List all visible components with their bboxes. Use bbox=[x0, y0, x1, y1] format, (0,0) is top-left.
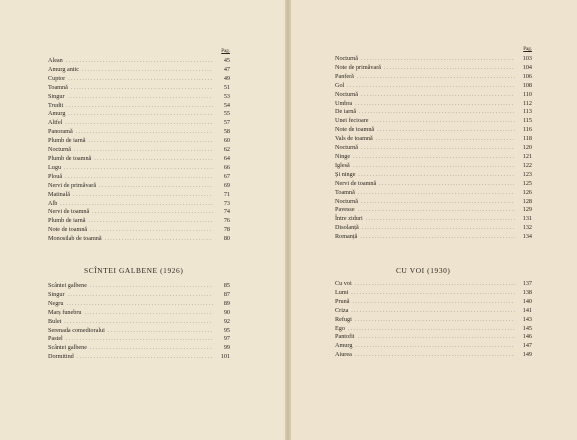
toc-entry bbox=[48, 327, 230, 336]
toc-entry-title: Disolanță bbox=[335, 224, 359, 232]
toc-entry-title: Lumi bbox=[335, 288, 349, 296]
toc-entry-page: 140 bbox=[522, 297, 532, 305]
toc-entry-page: 134 bbox=[522, 233, 532, 241]
toc-entry-title: Toamnă bbox=[335, 188, 355, 196]
toc-entry-title: Și ninge bbox=[335, 170, 356, 178]
toc-leader-dots bbox=[377, 127, 515, 136]
toc-entry bbox=[48, 75, 230, 84]
toc-entry bbox=[48, 353, 230, 362]
toc-entry bbox=[48, 200, 230, 209]
toc-entry-title: Iglesă bbox=[335, 161, 350, 169]
toc-leader-dots bbox=[379, 181, 515, 190]
toc-entry-page: 112 bbox=[522, 99, 532, 107]
toc-entry-title: Nocturnă bbox=[48, 146, 72, 154]
toc-leader-dots bbox=[90, 345, 213, 354]
toc-entry-page: 126 bbox=[522, 188, 532, 196]
toc-leader-dots bbox=[94, 156, 213, 165]
toc-entry-title: Plumb de toamnă bbox=[48, 154, 92, 162]
toc-entry bbox=[335, 233, 532, 242]
toc-entry-page: 69 bbox=[223, 181, 230, 189]
left-section-title: SCÎNTEI GALBENE (1926) bbox=[84, 266, 184, 275]
toc-entry-title: Amurg bbox=[48, 110, 66, 118]
left-toc-list bbox=[48, 57, 230, 244]
toc-entry-page: 147 bbox=[522, 342, 532, 350]
toc-entry bbox=[335, 325, 532, 334]
toc-entry-title: Ego bbox=[335, 324, 345, 332]
left-page-column-label: Pag. bbox=[221, 49, 230, 54]
toc-leader-dots bbox=[376, 136, 515, 145]
toc-entry-page: 76 bbox=[223, 217, 230, 225]
toc-leader-dots bbox=[359, 109, 515, 118]
toc-entry-title: Bulet bbox=[48, 317, 62, 325]
toc-leader-dots bbox=[82, 67, 213, 76]
toc-entry-page: 60 bbox=[223, 137, 230, 145]
toc-entry bbox=[335, 206, 532, 215]
toc-entry-title: Alean bbox=[48, 57, 63, 64]
toc-entry bbox=[48, 344, 230, 353]
toc-entry-title: Nervi de toamnă bbox=[48, 208, 90, 216]
toc-entry-page: 115 bbox=[522, 117, 532, 125]
toc-entry-title: Ninge bbox=[335, 152, 351, 160]
toc-leader-dots bbox=[108, 328, 213, 337]
toc-entry-title: Nocturnă bbox=[335, 144, 359, 152]
toc-entry bbox=[48, 335, 230, 344]
toc-entry bbox=[335, 280, 532, 289]
toc-leader-dots bbox=[372, 118, 516, 127]
toc-entry bbox=[48, 318, 230, 327]
toc-entry bbox=[335, 153, 532, 162]
toc-entry-title: Amurg antic bbox=[48, 65, 79, 73]
toc-leader-dots bbox=[105, 236, 213, 245]
toc-leader-dots bbox=[68, 76, 213, 85]
toc-leader-dots bbox=[366, 216, 515, 225]
toc-entry bbox=[335, 342, 532, 351]
toc-entry-page: 53 bbox=[223, 92, 230, 100]
toc-entry-page: 129 bbox=[522, 206, 532, 214]
toc-entry-title: Nervi de primăvară bbox=[48, 181, 97, 189]
toc-leader-dots bbox=[355, 101, 515, 110]
toc-entry-page: 92 bbox=[223, 317, 230, 325]
toc-entry-title: Nervi de toamnă bbox=[335, 179, 377, 187]
toc-leader-dots bbox=[358, 207, 515, 216]
toc-entry bbox=[335, 180, 532, 189]
toc-entry-title: Note de toamnă bbox=[335, 126, 375, 134]
toc-entry-title: Amurg bbox=[335, 342, 353, 350]
toc-leader-dots bbox=[85, 310, 213, 319]
toc-entry-title: Marș funebru bbox=[48, 308, 82, 316]
left-toc-column bbox=[48, 49, 230, 244]
toc-entry bbox=[48, 93, 230, 102]
toc-entry bbox=[335, 117, 532, 126]
toc-leader-dots bbox=[361, 199, 515, 208]
toc-entry-page: 90 bbox=[223, 308, 230, 316]
toc-entry-title: De iarnă bbox=[335, 108, 357, 116]
toc-entry-page: 110 bbox=[522, 90, 532, 98]
toc-entry bbox=[48, 137, 230, 146]
toc-entry-page: 104 bbox=[522, 63, 532, 71]
toc-entry-page: 80 bbox=[223, 235, 230, 243]
toc-entry-page: 138 bbox=[522, 288, 532, 296]
toc-leader-dots bbox=[360, 234, 515, 243]
toc-entry-title: Note de toamnă bbox=[48, 226, 88, 234]
toc-leader-dots bbox=[361, 56, 515, 65]
toc-entry-page: 125 bbox=[522, 179, 532, 187]
toc-entry-page: 58 bbox=[223, 128, 230, 136]
toc-entry-title: Între ziduri bbox=[335, 215, 363, 223]
toc-leader-dots bbox=[384, 65, 515, 74]
toc-entry bbox=[335, 289, 532, 298]
toc-entry bbox=[48, 191, 230, 200]
toc-entry-title: Monosilab de toamnă bbox=[48, 235, 102, 243]
toc-entry-title: Alb bbox=[48, 199, 58, 207]
toc-leader-dots bbox=[353, 163, 515, 172]
toc-leader-dots bbox=[77, 354, 213, 363]
toc-leader-dots bbox=[358, 334, 515, 343]
toc-entry-title: Altfel bbox=[48, 119, 63, 127]
toc-leader-dots bbox=[68, 292, 213, 301]
toc-entry bbox=[335, 333, 532, 342]
toc-leader-dots bbox=[66, 58, 213, 67]
toc-entry bbox=[335, 64, 532, 73]
toc-entry-title: Umbra bbox=[335, 99, 353, 107]
toc-leader-dots bbox=[64, 165, 213, 174]
toc-entry-page: 45 bbox=[223, 57, 230, 64]
toc-leader-dots bbox=[76, 129, 213, 138]
toc-leader-dots bbox=[348, 326, 515, 335]
toc-entry-title: Plumb de iarnă bbox=[48, 137, 86, 145]
toc-leader-dots bbox=[66, 301, 213, 310]
toc-entry bbox=[48, 57, 230, 66]
toc-entry-page: 145 bbox=[522, 324, 532, 332]
toc-entry-title: Serenada comedioralui bbox=[48, 326, 105, 334]
toc-entry bbox=[335, 73, 532, 82]
toc-entry bbox=[48, 146, 230, 155]
toc-entry-page: 97 bbox=[223, 335, 230, 343]
toc-leader-dots bbox=[362, 225, 515, 234]
toc-entry-page: 64 bbox=[223, 154, 230, 162]
toc-entry-title: Matinală bbox=[48, 190, 70, 198]
toc-leader-dots bbox=[361, 92, 515, 101]
book-gutter bbox=[285, 0, 291, 440]
toc-entry-title: Nocturnă bbox=[335, 197, 359, 205]
toc-entry-page: 74 bbox=[223, 208, 230, 216]
toc-entry bbox=[335, 82, 532, 91]
toc-entry-page: 87 bbox=[223, 290, 230, 298]
toc-leader-dots bbox=[353, 154, 515, 163]
left-section-column bbox=[48, 282, 230, 362]
toc-entry-page: 103 bbox=[522, 55, 532, 62]
toc-entry-page: 49 bbox=[223, 74, 230, 82]
toc-entry-page: 128 bbox=[522, 197, 532, 205]
toc-leader-dots bbox=[66, 103, 213, 112]
right-toc-list bbox=[335, 55, 532, 242]
toc-entry-page: 66 bbox=[223, 163, 230, 171]
toc-entry-title: Romanță bbox=[335, 233, 358, 241]
toc-entry-page: 71 bbox=[223, 190, 230, 198]
toc-entry-title: Pastel bbox=[48, 335, 63, 343]
toc-entry-title: Singur bbox=[48, 290, 65, 298]
right-page-column-label: Pag. bbox=[523, 47, 532, 52]
toc-entry bbox=[48, 84, 230, 93]
right-section-title: CU VOI (1930) bbox=[396, 266, 451, 275]
toc-entry bbox=[48, 226, 230, 235]
toc-entry bbox=[335, 55, 532, 64]
toc-entry bbox=[48, 291, 230, 300]
toc-entry bbox=[335, 162, 532, 171]
toc-entry bbox=[48, 155, 230, 164]
toc-entry-title: Pavesse bbox=[335, 206, 355, 214]
toc-entry bbox=[48, 217, 230, 226]
toc-entry-page: 137 bbox=[522, 280, 532, 287]
right-toc-column bbox=[335, 47, 532, 242]
toc-entry-title: Singur bbox=[48, 92, 65, 100]
toc-entry-title: Nocturnă bbox=[335, 55, 359, 62]
toc-entry bbox=[48, 164, 230, 173]
toc-entry bbox=[335, 100, 532, 109]
toc-entry bbox=[48, 173, 230, 182]
toc-leader-dots bbox=[68, 111, 213, 120]
toc-leader-dots bbox=[99, 183, 213, 192]
toc-entry-title: Gol bbox=[335, 81, 345, 89]
toc-leader-dots bbox=[355, 352, 515, 361]
toc-entry bbox=[335, 135, 532, 144]
right-page bbox=[288, 0, 577, 440]
toc-entry-page: 132 bbox=[522, 224, 532, 232]
toc-entry-page: 85 bbox=[223, 282, 230, 289]
toc-entry-title: Prună bbox=[335, 297, 350, 305]
toc-leader-dots bbox=[88, 138, 213, 147]
toc-entry-page: 55 bbox=[223, 110, 230, 118]
toc-leader-dots bbox=[66, 336, 213, 345]
toc-entry-page: 101 bbox=[220, 353, 230, 361]
toc-entry bbox=[48, 66, 230, 75]
toc-leader-dots bbox=[358, 190, 515, 199]
toc-leader-dots bbox=[357, 74, 515, 83]
toc-entry-title: Panferă bbox=[335, 72, 354, 80]
toc-entry-page: 73 bbox=[223, 199, 230, 207]
toc-leader-dots bbox=[73, 192, 213, 201]
toc-entry-page: 47 bbox=[223, 65, 230, 73]
toc-entry bbox=[335, 215, 532, 224]
toc-entry-page: 106 bbox=[522, 72, 532, 80]
toc-entry bbox=[335, 307, 532, 316]
right-section-column bbox=[335, 280, 532, 360]
toc-entry-title: Cu voi bbox=[335, 280, 352, 287]
toc-entry bbox=[48, 235, 230, 244]
toc-entry-title: Trudit bbox=[48, 101, 64, 109]
toc-entry-page: 57 bbox=[223, 119, 230, 127]
toc-entry-title: Lugu bbox=[48, 163, 62, 171]
toc-entry-page: 131 bbox=[522, 215, 532, 223]
toc-entry-page: 146 bbox=[522, 333, 532, 341]
toc-entry-page: 108 bbox=[522, 81, 532, 89]
toc-entry bbox=[335, 144, 532, 153]
toc-entry-page: 51 bbox=[223, 83, 230, 91]
toc-entry-title: Criza bbox=[335, 306, 349, 314]
toc-entry bbox=[335, 171, 532, 180]
toc-entry-page: 99 bbox=[223, 344, 230, 352]
toc-entry bbox=[335, 298, 532, 307]
toc-entry-page: 149 bbox=[522, 351, 532, 359]
toc-leader-dots bbox=[355, 281, 515, 290]
toc-leader-dots bbox=[352, 299, 515, 308]
toc-entry-page: 122 bbox=[522, 161, 532, 169]
toc-leader-dots bbox=[351, 290, 515, 299]
toc-entry bbox=[48, 282, 230, 291]
toc-entry-page: 78 bbox=[223, 226, 230, 234]
toc-entry-title: Toamnă bbox=[48, 83, 68, 91]
left-page bbox=[0, 0, 288, 440]
toc-leader-dots bbox=[74, 147, 213, 156]
toc-entry bbox=[48, 119, 230, 128]
toc-entry-page: 120 bbox=[522, 144, 532, 152]
toc-entry bbox=[335, 189, 532, 198]
toc-entry-title: Cuptor bbox=[48, 74, 66, 82]
toc-entry bbox=[48, 182, 230, 191]
toc-entry-title: Note de primăvară bbox=[335, 63, 382, 71]
toc-entry bbox=[335, 108, 532, 117]
toc-leader-dots bbox=[355, 343, 515, 352]
toc-entry-page: 89 bbox=[223, 299, 230, 307]
toc-leader-dots bbox=[88, 218, 213, 227]
toc-entry-page: 113 bbox=[522, 108, 532, 116]
toc-leader-dots bbox=[355, 317, 515, 326]
toc-leader-dots bbox=[71, 85, 213, 94]
toc-entry bbox=[335, 224, 532, 233]
toc-entry-title: Refugi bbox=[335, 315, 352, 323]
toc-entry-title: Aiurea bbox=[335, 351, 352, 359]
toc-entry bbox=[48, 300, 230, 309]
toc-leader-dots bbox=[358, 172, 515, 181]
toc-entry bbox=[48, 128, 230, 137]
toc-entry bbox=[335, 351, 532, 360]
right-section-list bbox=[335, 280, 532, 360]
toc-entry-page: 141 bbox=[522, 306, 532, 314]
toc-entry-page: 54 bbox=[223, 101, 230, 109]
toc-entry-page: 143 bbox=[522, 315, 532, 323]
toc-entry-page: 62 bbox=[223, 146, 230, 154]
toc-leader-dots bbox=[351, 308, 515, 317]
toc-entry bbox=[335, 198, 532, 207]
toc-leader-dots bbox=[90, 283, 213, 292]
toc-entry-title: Negru bbox=[48, 299, 64, 307]
toc-leader-dots bbox=[361, 145, 515, 154]
toc-entry-title: Scântei galbene bbox=[48, 282, 87, 289]
toc-entry-title: Unei fecioare bbox=[335, 117, 369, 125]
toc-entry bbox=[48, 309, 230, 318]
toc-entry-title: Scântei galbene bbox=[48, 344, 87, 352]
toc-entry bbox=[48, 102, 230, 111]
toc-leader-dots bbox=[65, 120, 213, 129]
toc-entry-title: Nocturnă bbox=[335, 90, 359, 98]
toc-entry-title: Dormitind bbox=[48, 353, 74, 361]
toc-entry bbox=[48, 208, 230, 217]
toc-leader-dots bbox=[90, 227, 213, 236]
toc-entry-page: 95 bbox=[223, 326, 230, 334]
toc-leader-dots bbox=[347, 83, 515, 92]
toc-entry-title: Vals de toamnă bbox=[335, 135, 373, 143]
toc-entry bbox=[335, 91, 532, 100]
toc-entry-page: 67 bbox=[223, 172, 230, 180]
toc-entry-page: 118 bbox=[522, 135, 532, 143]
toc-entry-title: Plouă bbox=[48, 172, 63, 180]
toc-entry-title: Pantofii bbox=[335, 333, 355, 341]
toc-entry-page: 116 bbox=[522, 126, 532, 134]
toc-entry bbox=[48, 110, 230, 119]
toc-entry bbox=[335, 126, 532, 135]
left-section-list bbox=[48, 282, 230, 362]
toc-entry bbox=[335, 316, 532, 325]
toc-entry-page: 123 bbox=[522, 170, 532, 178]
toc-entry-title: Plumb de iarnă bbox=[48, 217, 86, 225]
toc-entry-title: Panoramă bbox=[48, 128, 73, 136]
toc-leader-dots bbox=[92, 209, 213, 218]
toc-entry-page: 121 bbox=[522, 152, 532, 160]
toc-leader-dots bbox=[68, 94, 213, 103]
